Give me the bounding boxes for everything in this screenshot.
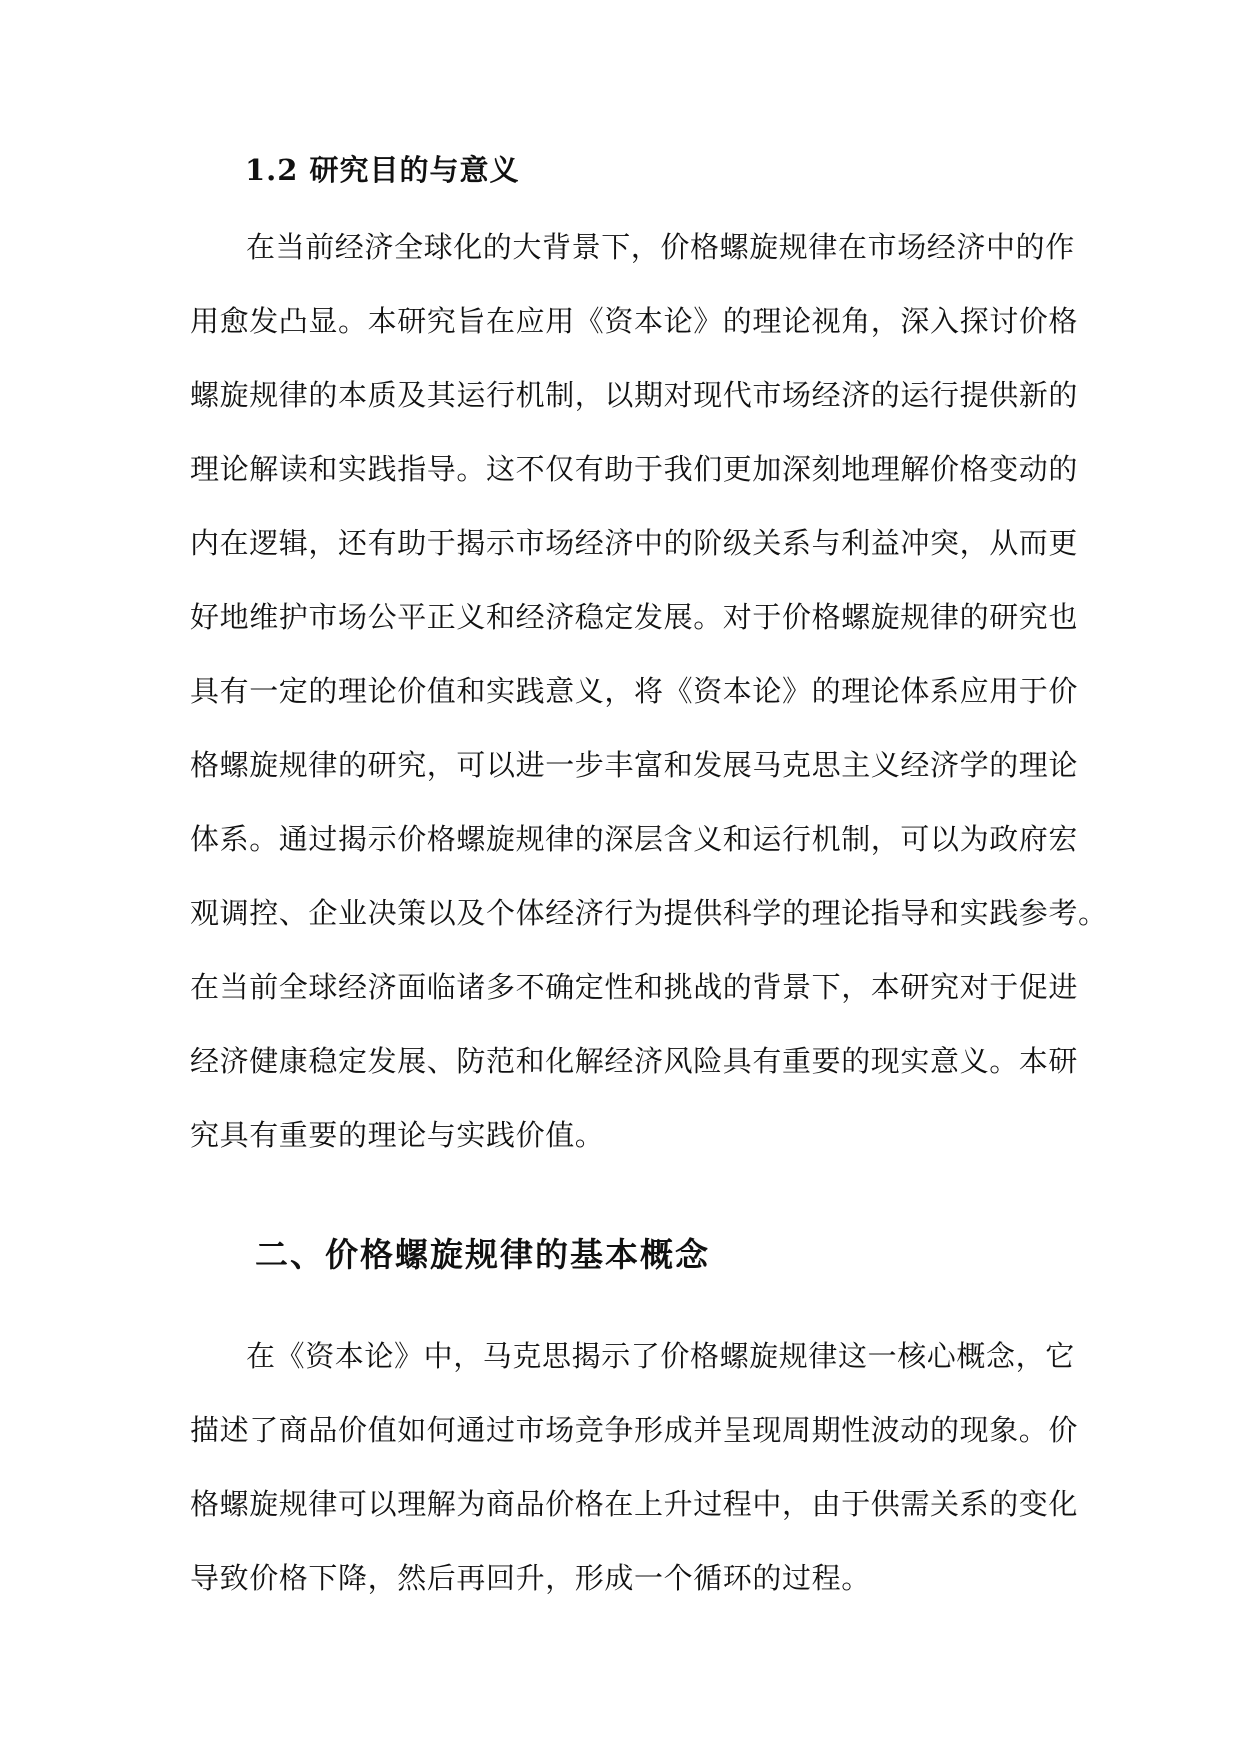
paragraph-line: 究具有重要的理论与实践价值。 [190,1118,605,1152]
paragraph-line: 体系。通过揭示价格螺旋规律的深层含义和运行机制，可以为政府宏 [190,822,1079,856]
paragraph-line: 观调控、企业决策以及个体经济行为提供科学的理论指导和实践参考。 [190,896,1108,930]
paragraph-line: 格螺旋规律的研究，可以进一步丰富和发展马克思主义经济学的理论 [190,748,1079,782]
section-1-2-paragraph [190,210,1108,1172]
paragraph-line: 经济健康稳定发展、防范和化解经济风险具有重要的现实意义。本研 [190,1044,1079,1078]
paragraph-line: 在《资本论》中，马克思揭示了价格螺旋规律这一核心概念，它 [246,1339,1075,1373]
paragraph-line: 导致价格下降，然后再回升，形成一个循环的过程。 [190,1561,871,1595]
paragraph-line: 理论解读和实践指导。这不仅有助于我们更加深刻地理解价格变动的 [190,452,1079,486]
paragraph-line: 在当前全球经济面临诸多不确定性和挑战的背景下，本研究对于促进 [190,970,1079,1004]
paragraph-line: 螺旋规律的本质及其运行机制，以期对现代市场经济的运行提供新的 [190,378,1079,412]
paragraph-line: 好地维护市场公平正义和经济稳定发展。对于价格螺旋规律的研究也 [190,600,1079,634]
paragraph-line: 在当前经济全球化的大背景下，价格螺旋规律在市场经济中的作 [246,230,1075,264]
section-heading-1-2: 1.2 研究目的与意义 [245,153,520,187]
section-2-paragraph [190,1319,1079,1615]
paragraph-line: 格螺旋规律可以理解为商品价格在上升过程中，由于供需关系的变化 [190,1487,1079,1521]
paragraph-line: 具有一定的理论价值和实践意义，将《资本论》的理论体系应用于价 [190,674,1079,708]
paragraph-line: 内在逻辑，还有助于揭示市场经济中的阶级关系与利益冲突，从而更 [190,526,1079,560]
paragraph-line: 用愈发凸显。本研究旨在应用《资本论》的理论视角，深入探讨价格 [190,304,1079,338]
paragraph-line: 描述了商品价值如何通过市场竞争形成并呈现周期性波动的现象。价 [190,1413,1079,1447]
section-heading-2: 二、价格螺旋规律的基本概念 [255,1235,710,1274]
